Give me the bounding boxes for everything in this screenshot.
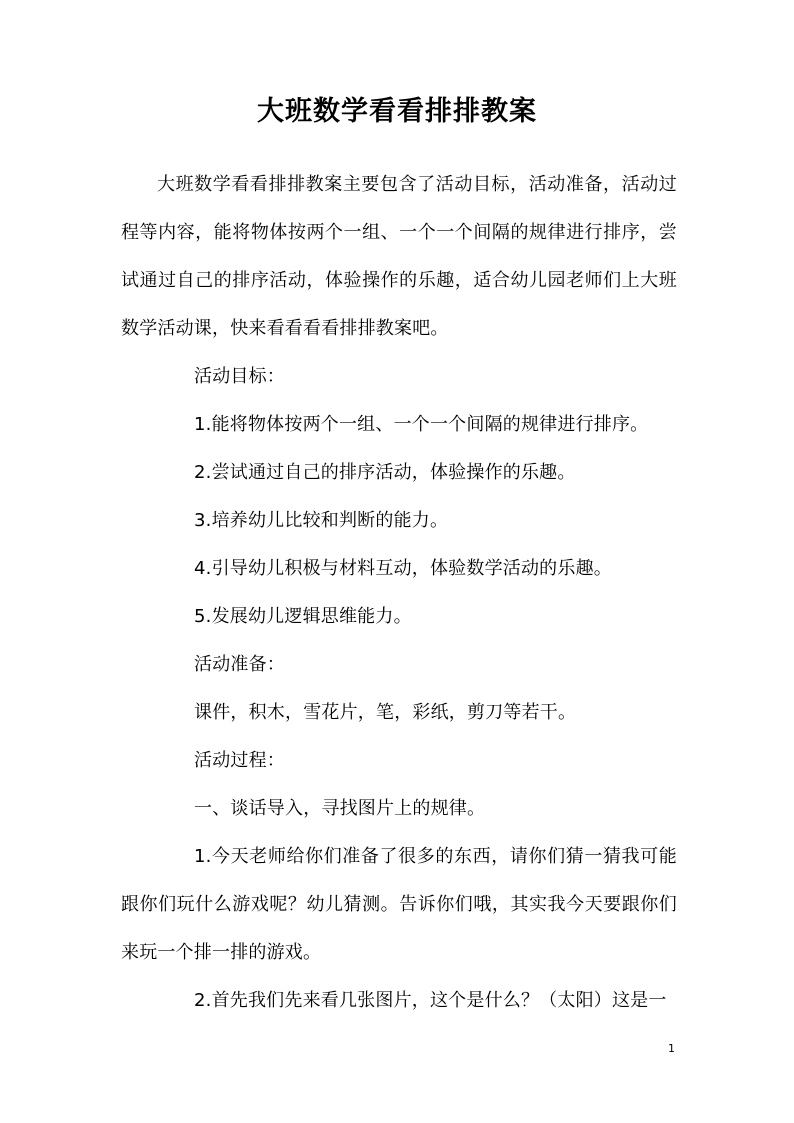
section-heading-process: 活动过程： bbox=[194, 750, 285, 771]
process-step-1-heading: 一、谈话导入，寻找图片上的规律。 bbox=[194, 798, 486, 819]
section-heading-goals: 活动目标： bbox=[194, 366, 285, 387]
page-number: 1 bbox=[668, 1042, 675, 1055]
preparation-text: 课件，积木，雪花片，笔，彩纸，剪刀等若干。 bbox=[194, 702, 577, 723]
document-title: 大班数学看看排排教案 bbox=[257, 96, 537, 127]
process-step-1-1 bbox=[121, 833, 677, 977]
goal-item-4: 4.引导幼儿积极与材料互动，体验数学活动的乐趣。 bbox=[194, 558, 612, 579]
process-step-1-2: 2.首先我们先来看几张图片，这个是什么？（太阳）这是一 bbox=[194, 990, 667, 1011]
document-body bbox=[121, 161, 677, 1025]
section-heading-preparation: 活动准备： bbox=[194, 654, 285, 675]
goal-item-1: 1.能将物体按两个一组、一个一个间隔的规律进行排序。 bbox=[194, 414, 649, 435]
process-step-1-1-text: 1.今天老师给你们准备了很多的东西，请你们猜一猜我可能跟你们玩什么游戏呢？幼儿猜测。告诉你们哦，其实我今天要跟你们来玩一个排一排的游戏。 bbox=[121, 846, 677, 963]
goal-item-5: 5.发展幼儿逻辑思维能力。 bbox=[194, 606, 412, 627]
goal-item-2: 2.尝试通过自己的排序活动，体验操作的乐趣。 bbox=[194, 462, 576, 483]
intro-paragraph: 大班数学看看排排教案主要包含了活动目标，活动准备，活动过程等内容，能将物体按两个一组、一个一个间隔的规律进行排序，尝试通过自己的排序活动，体验操作的乐趣，适合幼儿园老师们上大班数学活动课，快来看看看看排排教案吧。 bbox=[121, 174, 677, 339]
goal-item-3: 3.培养幼儿比较和判断的能力。 bbox=[194, 510, 449, 531]
